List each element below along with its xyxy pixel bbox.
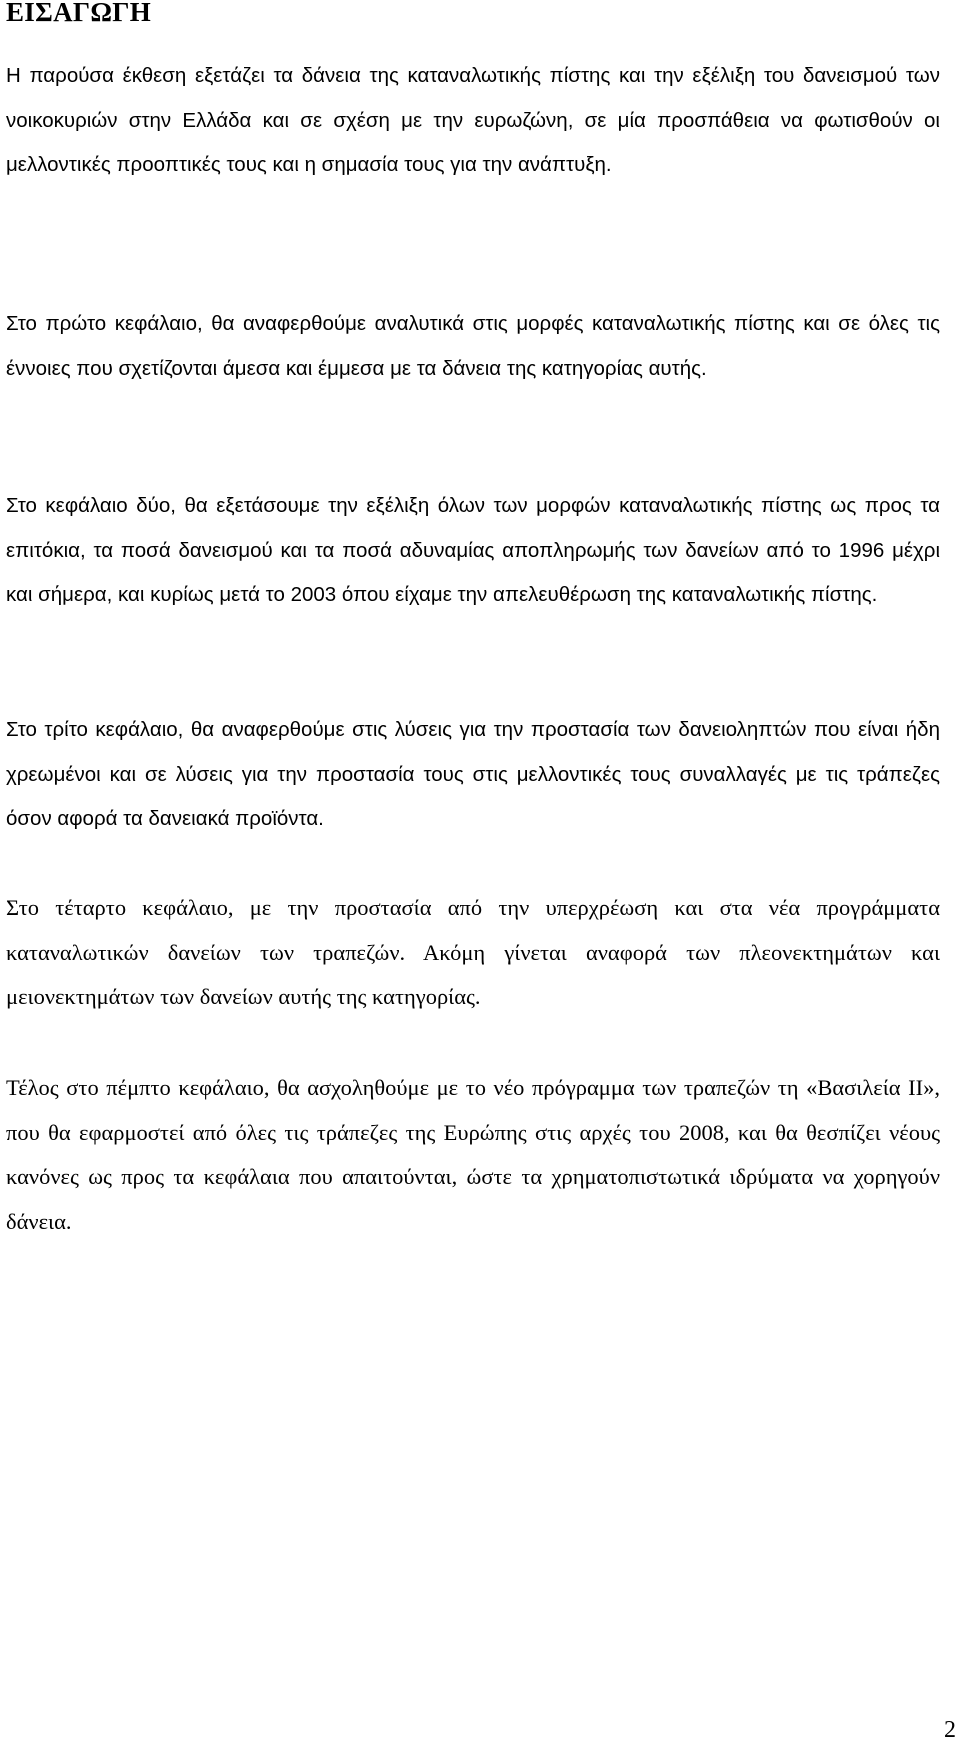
paragraph-chapter-five: Τέλος στο πέμπτο κεφάλαιο, θα ασχοληθούμε με το νέο πρόγραμμα των τραπεζών τη «Βασιλεία ΙΙ», που θα εφαρμοστεί από όλες τις τράπεζες της Ευρώπης στις αρχές του 2008, και θα θεσπίζει νέους κανόνες ως προς τα κεφάλαια που απαιτούνται, ώστε τα χρηματοπιστωτικά ιδρύματα να χορηγούν δάνεια. bbox=[6, 1075, 940, 1234]
paragraph-chapter-three: Στο τρίτο κεφάλαιο, θα αναφερθούμε στις λύσεις για την προστασία των δανειοληπτών που είναι ήδη χρεωμένοι και σε λύσεις για την προστασία τους στις μελλοντικές τους συναλλαγές με τις τράπεζες όσον αφορά τα δανειακά προϊόντα. bbox=[6, 718, 940, 830]
paragraph-introduction: Η παρούσα έκθεση εξετάζει τα δάνεια της καταναλωτικής πίστης και την εξέλιξη του δανεισμού των νοικοκυριών στην Ελλάδα και σε σχέση με την ευρωζώνη, σε μία προσπάθεια να φωτισθούν οι μελλοντικές προοπτικές τους και η σημασία τους για την ανάπτυξη. bbox=[6, 64, 940, 176]
paragraph-chapter-two: Στο κεφάλαιο δύο, θα εξετάσουμε την εξέλιξη όλων των μορφών καταναλωτικής πίστης ως προς τα επιτόκια, τα ποσά δανεισμού και τα ποσά αδυναμίας αποπληρωμής των δανείων από το 1996 μέχρι και σήμερα, και κυρίως μετά το 2003 όπου είχαμε την απελευθέρωση της καταναλωτικής πίστης. bbox=[6, 494, 940, 606]
paragraph-chapter-four: Στο τέταρτο κεφάλαιο, με την προστασία από την υπερχρέωση και στα νέα προγράμματα καταναλωτικών δανείων των τραπεζών. Ακόμη γίνεται αναφορά των πλεονεκτημάτων και μειονεκτημάτων των δανείων αυτής της κατηγορίας. bbox=[6, 895, 940, 1009]
page-number: 2 bbox=[944, 1717, 956, 1743]
paragraph-chapter-one: Στο πρώτο κεφάλαιο, θα αναφερθούμε αναλυτικά στις μορφές καταναλωτικής πίστης και σε όλες τις έννοιες που σχετίζονται άμεσα και έμμεσα με τα δάνεια της κατηγορίας αυτής. bbox=[6, 312, 940, 380]
section-heading: ΕΙΣΑΓΩΓΗ bbox=[6, 0, 152, 27]
